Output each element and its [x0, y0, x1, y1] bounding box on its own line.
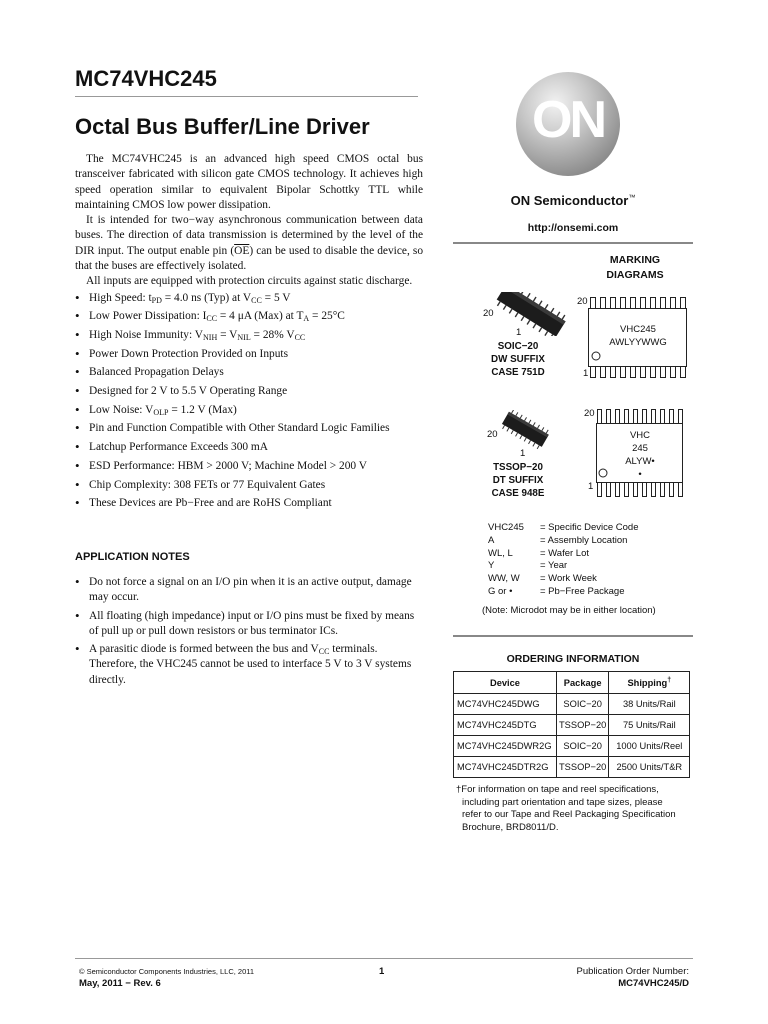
- tssop-box-pin-1-label: 1: [588, 481, 594, 492]
- tssop-package-icon: [497, 410, 557, 450]
- feature-item: • High Noise Immunity: $V_{NIH} = V_{NIL} = 28\%$ $V_{CC}$: [75, 328, 423, 343]
- copyright-notice: © Semiconductor Components Industries, LLC, 2011: [79, 967, 255, 976]
- right-divider-2: [453, 635, 693, 637]
- shipping-cell: 2500 Units/T&R: [609, 757, 690, 778]
- feature-item: • Low Power Dissipation: $I_{CC} = 4$ μA (Max) at $T_A = 25^\circ C$: [75, 309, 423, 324]
- revision-date: May, 2011 − Rev. 6: [79, 978, 161, 989]
- microdot-note: (Note: Microdot may be in either location): [482, 605, 656, 616]
- device-cell: MC74VHC245DWG: [454, 694, 557, 715]
- ordering-table: [453, 671, 690, 778]
- package-cell: SOIC−20: [557, 736, 609, 757]
- feature-item: • Power Down Protection Provided on Inputs: [75, 347, 423, 362]
- ordering-info-heading: ORDERING INFORMATION: [506, 653, 640, 665]
- feature-item: • High Speed: $t_{PD} = 4.0$ ns (Typ) at $V_{CC} = 5$ V: [75, 291, 423, 306]
- title-divider: [75, 96, 418, 97]
- package-cell: TSSOP−20: [557, 757, 609, 778]
- intro-paragraph-3: All inputs are equipped with protection circuits against static discharge.: [86, 275, 413, 288]
- package-cell: SOIC−20: [557, 694, 609, 715]
- tssop-marking-text: VHC 245 ALYW• •: [625, 430, 655, 480]
- intro-p2-text-b: ) can be used to disable the device, so that the buses are effectively isolated.: [75, 244, 424, 273]
- soic-package-icon: [484, 292, 584, 336]
- intro-paragraph-2: [75, 213, 423, 274]
- marking-diagrams-heading: MARKING DIAGRAMS: [606, 254, 664, 281]
- intro-paragraph-1: The MC74VHC245 is an advanced high speed CMOS octal bus transceiver fabricated with silicon gate CMOS technology. It achieves high speed operation similar to equivalent Bipolar Schottky TTL while maintaining CMOS low power dissipation.: [75, 153, 423, 211]
- page-number: 1: [379, 966, 385, 977]
- part-number: MC74VHC245: [75, 66, 217, 91]
- feature-item: • Low Noise: $V_{OLP} = 1.2$ V (Max): [75, 403, 423, 418]
- tssop-pin-20-label: 20: [487, 429, 498, 440]
- package-cell: TSSOP−20: [557, 715, 609, 736]
- legend-row: G or • = Pb−Free Package: [488, 585, 625, 597]
- soic-marking-text: VHC245 AWLYYWWG: [609, 324, 667, 348]
- table-row: [454, 736, 690, 757]
- feature-item: • Chip Complexity: 308 FETs or 77 Equivalent Gates: [75, 478, 423, 493]
- table-row: [454, 715, 690, 736]
- application-note: • All floating (high impedance) input or I/O pins must be fixed by means of pull up or pull down resistors or bus terminator ICs.: [75, 609, 423, 640]
- application-note: • Do not force a signal on an I/O pin when it is an active output, damage may occur.: [75, 575, 423, 606]
- soic-pin-20-label: 20: [483, 308, 494, 319]
- on-logo-text: ON: [532, 91, 604, 149]
- oe-signal: $\overline{OE}$: [234, 244, 250, 257]
- shipping-cell: 1000 Units/Reel: [609, 736, 690, 757]
- tssop-pin-1-label: 1: [520, 448, 526, 459]
- soic-package-label: SOIC−20 DW SUFFIX CASE 751D: [491, 341, 545, 378]
- marking-legend: [488, 522, 638, 599]
- feature-item: • These Devices are Pb−Free and are RoHS Compliant: [75, 496, 423, 511]
- footer-divider: [75, 958, 693, 959]
- column-header-package: Package: [557, 672, 609, 694]
- device-cell: MC74VHC245DTR2G: [454, 757, 557, 778]
- column-header-shipping: Shipping†: [609, 672, 690, 694]
- legend-row: A = Assembly Location: [488, 534, 628, 546]
- shipping-cell: 38 Units/Rail: [609, 694, 690, 715]
- table-header-row: [454, 672, 690, 694]
- shipping-cell: 75 Units/Rail: [609, 715, 690, 736]
- legend-row: WW, W = Work Week: [488, 573, 597, 585]
- company-url[interactable]: http://onsemi.com: [527, 222, 619, 234]
- company-name: ON Semiconductor™: [510, 193, 636, 208]
- feature-item: • Pin and Function Compatible with Other Standard Logic Families: [75, 421, 423, 436]
- document-title: Octal Bus Buffer/Line Driver: [75, 114, 370, 139]
- soic-box-pin-1-label: 1: [583, 368, 589, 379]
- tssop-box-pin-20-label: 20: [584, 408, 595, 419]
- shipping-footnote: †For information on tape and reel specifications, including part orientation and tape sizes, please refer to our Tape and Reel Packaging Specification Brochure, BRD8011/D.: [456, 784, 676, 833]
- application-notes-heading: APPLICATION NOTES: [75, 551, 190, 563]
- soic-box-pin-20-label: 20: [577, 296, 588, 307]
- legend-row: Y = Year: [488, 560, 568, 572]
- table-row: [454, 694, 690, 715]
- publication-number: MC74VHC245/D: [618, 978, 689, 989]
- legend-row: VHC245 = Specific Device Code: [488, 522, 639, 533]
- feature-item: • ESD Performance: HBM > 2000 V; Machine Model > 200 V: [75, 459, 423, 474]
- application-notes-list: [75, 575, 423, 691]
- feature-item: • Balanced Propagation Delays: [75, 365, 423, 380]
- table-row: [454, 757, 690, 778]
- device-cell: MC74VHC245DTG: [454, 715, 557, 736]
- right-divider-1: [453, 242, 693, 244]
- feature-item: • Latchup Performance Exceeds 300 mA: [75, 440, 423, 455]
- publication-label: Publication Order Number:: [576, 966, 689, 977]
- column-header-device: Device: [454, 672, 557, 694]
- legend-row: WL, L = Wafer Lot: [488, 547, 590, 559]
- description-column: [75, 152, 423, 515]
- intro-p2-text-a: It is intended for two−way asynchronous communication between data buses. The direction of data transmission is determined by the level of the DIR input. The output enable pin (: [75, 214, 423, 257]
- feature-list: [75, 291, 423, 512]
- tssop-package-label: TSSOP−20 DT SUFFIX CASE 948E: [491, 462, 545, 499]
- soic-pin-1-label: 1: [516, 327, 522, 338]
- application-note: • A parasitic diode is formed between the bus and $V_{CC}$ terminals. Therefore, the VHC245 cannot be used to interface 5 V to 3 V systems directly.: [75, 642, 423, 688]
- feature-item: • Designed for 2 V to 5.5 V Operating Range: [75, 384, 423, 399]
- device-cell: MC74VHC245DWR2G: [454, 736, 557, 757]
